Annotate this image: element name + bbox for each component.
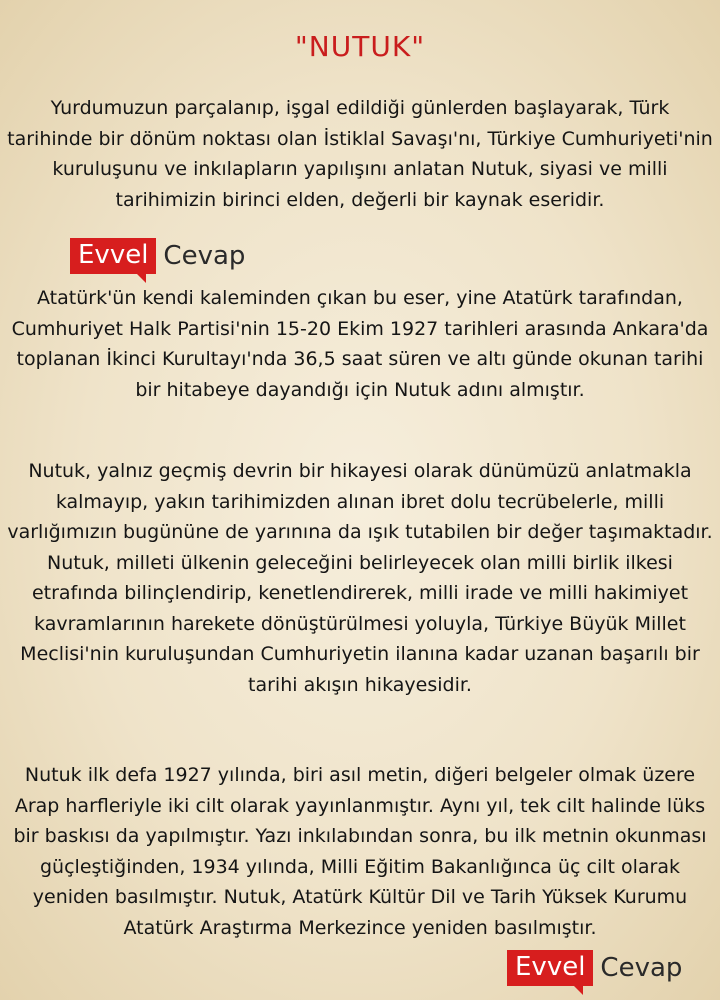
paragraph-publication: Nutuk ilk defa 1927 yılında, biri asıl metin, diğeri belgeler olmak üzere Arap harfleriyle iki cilt olarak yayınlanmıştır. Aynı yıl, tek cilt halinde lüks bir baskısı da yapılmıştır. Yazı inkılabından sonra, bu ilk metnin okunması güçleştiğinden, 1934 yılında, Milli Eğitim Bakanlığınca üç cilt olarak yeniden basılmıştır. Nutuk, Atatürk Kültür Dil ve Tarih Yüksek Kurumu Atatürk Araştırma Merkezince yeniden basılmıştır. xyxy=(13,764,707,939)
watermark-logo-bottom xyxy=(507,950,682,986)
paragraph-intro: Yurdumuzun parçalanıp, işgal edildiği günlerden başlayarak, Türk tarihinde bir dönüm noktası olan İstiklal Savaşı'nı, Türkiye Cumhuriyeti'nin kuruluşunu ve inkılapların yapılışını anlatan Nutuk, siyasi ve milli tarihimizin birinci elden, değerli bir kaynak eseridir. xyxy=(7,97,713,211)
page-title: "NUTUK" xyxy=(294,30,426,63)
watermark-cevap: Cevap xyxy=(163,241,246,271)
watermark-logo xyxy=(70,238,245,274)
paragraph-origin: Atatürk'ün kendi kaleminden çıkan bu eser, yine Atatürk tarafından, Cumhuriyet Halk Partisi'nin 15-20 Ekim 1927 tarihleri arasında Ankara'da toplanan İkinci Kurultayı'nda 36,5 saat süren ve altı günde okunan tarihi bir hitabeye dayandığı için Nutuk adını almıştır. xyxy=(11,287,709,401)
watermark-evvel: Evvel xyxy=(70,238,156,274)
watermark-evvel: Evvel xyxy=(507,950,593,986)
paragraph-significance: Nutuk, yalnız geçmiş devrin bir hikayesi olarak dünümüzü anlatmakla kalmayıp, yakın tarihimizden alınan ibret dolu tecrübelerle, milli varlığımızın bugününe de yarınına da ışık tutabilen bir değer taşımaktadır. Nutuk, milleti ülkenin geleceğini belirleyecek olan milli birlik ilkesi etrafında bilinçlendirip, kenetlendirerek, milli irade ve milli hakimiyet kavramlarının harekete dönüştürülmesi yoluyla, Türkiye Büyük Millet Meclisi'nin kuruluşundan Cumhuriyetin ilanına kadar uzanan başarılı bir tarihi akışın hikayesidir. xyxy=(7,460,713,696)
watermark-cevap: Cevap xyxy=(600,953,683,983)
